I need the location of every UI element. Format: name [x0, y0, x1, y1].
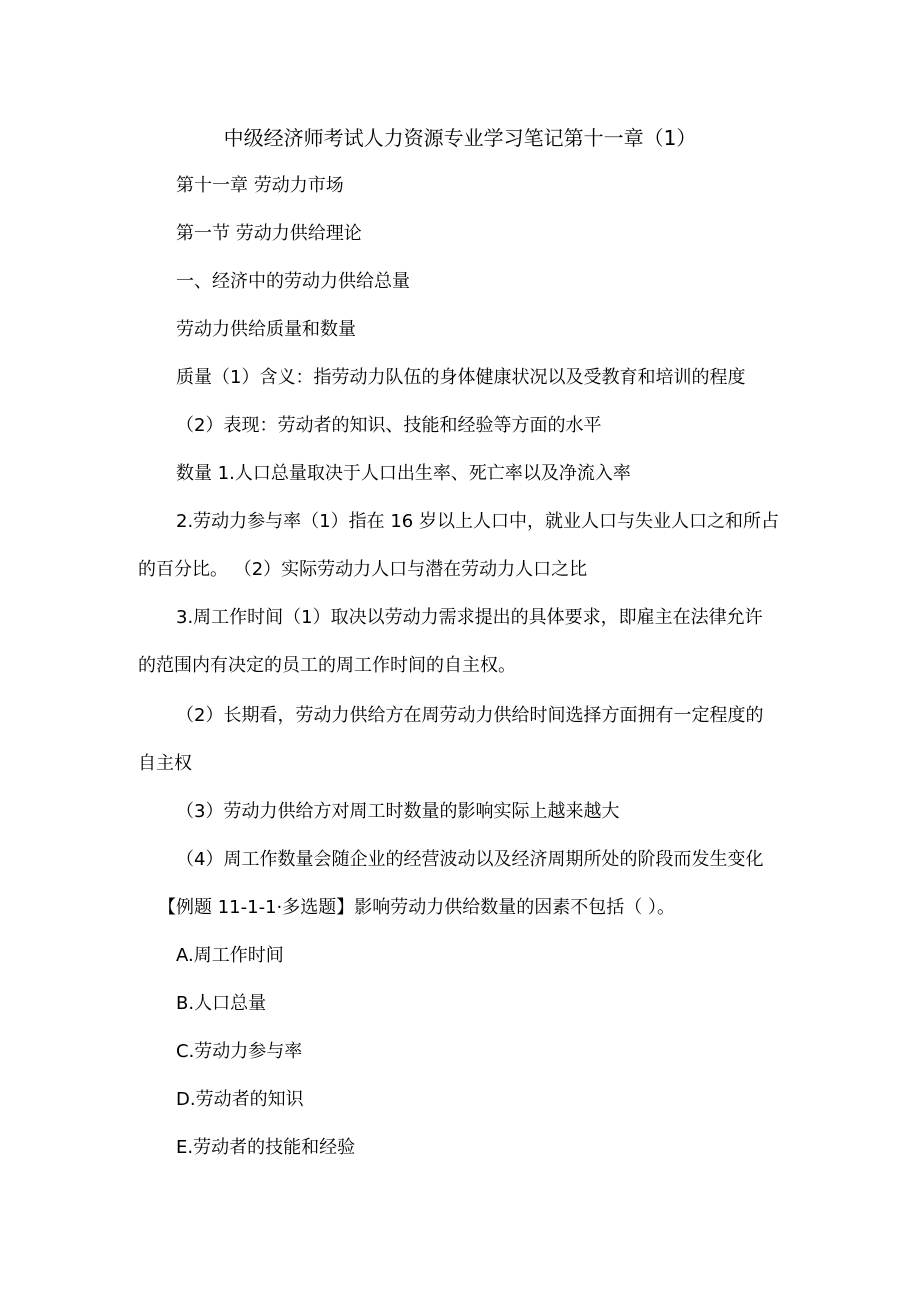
section-heading: 第一节 劳动力供给理论 — [176, 223, 362, 244]
answer-option-c: C.劳动力参与率 — [176, 1041, 303, 1062]
chapter-heading: 第十一章 劳动力市场 — [176, 175, 344, 196]
answer-option-e: E.劳动者的技能和经验 — [176, 1137, 356, 1158]
paragraph-line: 2.劳动力参与率（1）指在 16 岁以上人口中，就业人口与失业人口之和所占 — [176, 511, 779, 532]
paragraph-line: （3）劳动力供给方对周工时数量的影响实际上越来越大 — [176, 801, 620, 822]
paragraph-line: 数量 1.人口总量取决于人口出生率、死亡率以及净流入率 — [176, 463, 631, 484]
paragraph-line: （2）长期看，劳动力供给方在周劳动力供给时间选择方面拥有一定程度的 — [176, 705, 764, 726]
answer-option-d: D.劳动者的知识 — [176, 1089, 304, 1110]
document-title: 中级经济师考试人力资源专业学习笔记第十一章（1） — [223, 126, 697, 150]
paragraph-line: 的范围内有决定的员工的周工作时间的自主权。 — [138, 655, 516, 676]
answer-option-b: B.人口总量 — [176, 993, 267, 1014]
paragraph-line: 的百分比。 （2）实际劳动力人口与潜在劳动力人口之比 — [138, 559, 588, 580]
subsection-heading: 一、经济中的劳动力供给总量 — [176, 271, 410, 292]
example-question: 【例题 11-1-1·多选题】影响劳动力供给数量的因素不包括（ ）。 — [158, 897, 675, 918]
paragraph-line: （2）表现：劳动者的知识、技能和经验等方面的水平 — [176, 415, 602, 436]
paragraph-line: 自主权 — [138, 753, 192, 774]
paragraph-line: 质量（1）含义：指劳动力队伍的身体健康状况以及受教育和培训的程度 — [176, 367, 746, 388]
paragraph-line: （4）周工作数量会随企业的经营波动以及经济周期所处的阶段而发生变化 — [176, 849, 764, 870]
paragraph-line: 劳动力供给质量和数量 — [176, 319, 356, 340]
paragraph-line: 3.周工作时间（1）取决以劳动力需求提出的具体要求，即雇主在法律允许 — [176, 607, 763, 628]
answer-option-a: A.周工作时间 — [176, 945, 284, 966]
